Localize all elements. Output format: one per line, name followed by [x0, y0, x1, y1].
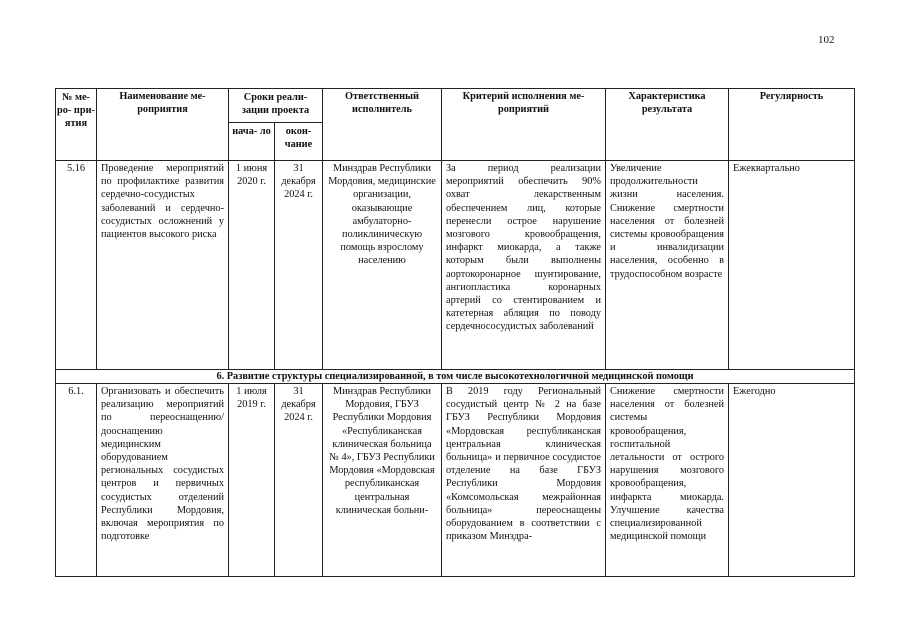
row-516-result: Увеличение продолжительности жизни населения. Снижение смертности населения от болезней системы кровообращения и инвалидизации населения, особенно в трудоспособном возрасте	[606, 161, 729, 370]
header-num: № ме- ро- при- ятия	[56, 89, 97, 161]
row-516-criterion: За период реализации мероприятий обеспечить 90% охват лекарственным обеспечением лиц, которые перенесли острое нарушение мозгового кровообращения, инфаркт миокарда, а также которым были выполнены аортокоронарное шунтирование, ангиопластика коронарных артерий со стентированием и катетерная абляция по поводу сердечнососудистых заболеваний	[442, 161, 606, 370]
row-61-name: Организовать и обеспечить реализацию мероприятий по переоснащению/дооснащению медицинским оборудованием региональных сосудистых центров и первичных сосудистых отделений Республики Мордовия, включая мероприятия по подготовке	[97, 384, 229, 577]
table-row-6-1	[56, 384, 855, 577]
header-end: окон- чание	[275, 123, 323, 161]
row-61-start: 1 июля 2019 г.	[229, 384, 275, 577]
row-61-result: Снижение смертности населения от болезней системы кровообращения, госпитальной летальности от острого нарушения мозгового кровообращения, инфаркта миокарда. Улучшение качества специализированной медицинской помощи	[606, 384, 729, 577]
row-516-regularity: Ежеквартально	[729, 161, 855, 370]
header-terms: Сроки реали- зации проекта	[229, 89, 323, 123]
header-regularity: Регулярность	[729, 89, 855, 161]
section-row-6	[56, 370, 855, 384]
header-criterion: Критерий исполнения ме- роприятий	[442, 89, 606, 161]
row-61-regularity: Ежегодно	[729, 384, 855, 577]
row-516-responsible: Минздрав Республики Мордовия, медицинские организации, оказывающие амбулаторно-поликлиническую помощь взрослому населению	[323, 161, 442, 370]
row-516-name: Проведение мероприятий по профилактике развития сердечно-сосудистых заболеваний и сердечно-сосудистых осложнений у пациентов высокого риска	[97, 161, 229, 370]
row-61-end: 31 декабря 2024 г.	[275, 384, 323, 577]
table-row-5-16	[56, 161, 855, 370]
header-result: Характеристика результата	[606, 89, 729, 161]
header-start: нача- ло	[229, 123, 275, 161]
row-516-num: 5.16	[56, 161, 97, 370]
row-516-end: 31 декабря 2024 г.	[275, 161, 323, 370]
row-61-responsible: Минздрав Республики Мордовия, ГБУЗ Республики Мордовия «Республиканская клиническая больница № 4», ГБУЗ Республики Мордовия «Мордовская республиканская центральная клиническая больни-	[323, 384, 442, 577]
row-516-start: 1 июня 2020 г.	[229, 161, 275, 370]
row-61-num: 6.1.	[56, 384, 97, 577]
section-6-title: 6. Развитие структуры специализированной, в том числе высокотехнологичной медицинской помощи	[56, 370, 855, 384]
header-responsible: Ответственный исполнитель	[323, 89, 442, 161]
row-61-criterion: В 2019 году Региональный сосудистый центр № 2 на базе ГБУЗ Республики Мордовия «Мордовская республиканская центральная клиническая больница» и первичное сосудистое отделение на базе ГБУЗ Республики Мордовия «Комсомольская межрайонная больница» переоснащены оборудованием в соответствии с приказом Минздра-	[442, 384, 606, 577]
page-number: 102	[818, 34, 835, 46]
header-name: Наименование ме- роприятия	[97, 89, 229, 161]
header-row-1	[56, 89, 855, 123]
measures-table	[55, 88, 855, 577]
